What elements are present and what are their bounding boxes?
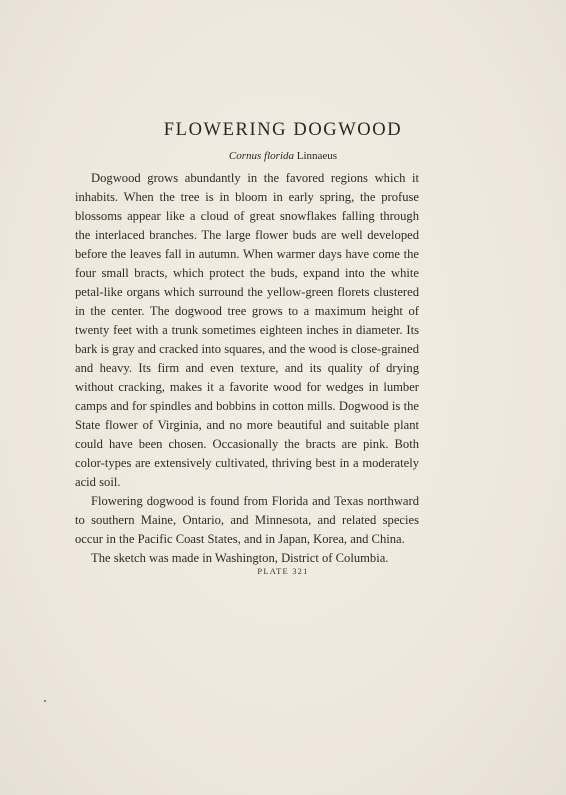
paper-speck xyxy=(44,700,46,702)
scientific-name: Cornus florida xyxy=(228,150,295,162)
plate-label: PLATE 321 xyxy=(257,566,309,576)
paragraph-description: Dogwood grows abundantly in the favored regions which it inhabits. When the tree is in bloom in early spring, the profuse blossoms appear like a cloud of great snowflakes falling through the interlaced branches. The large flower buds are well developed before the leaves fall in autumn. When warmer days have come the four small bracts, which protect the buds, expand into the white petal-like organs which surround the yellow-green florets clustered in the center. The dogwood tree grows to a maximum height of twenty feet with a trunk sometimes eighteen inches in diameter. Its bark is gray and cracked into squares, and the wood is close-grained and heavy. Its firm and even texture, and its quality of drying without cracking, makes it a favorite wood for wedges in lumber camps and for spindles and bobbins in cotton mills. Dogwood is the State flower of Virginia, and no more beautiful and suitable plant could have been chosen. Occasionally the bracts are pink. Both color-types are extensively cultivated, thriving best in a moderately acid soil. xyxy=(75,171,419,489)
page-title: FLOWERING DOGWOOD xyxy=(163,120,403,140)
subtitle xyxy=(0,150,566,162)
authority: Linnaeus xyxy=(296,150,338,162)
body-text xyxy=(75,169,419,568)
paragraph-range: Flowering dogwood is found from Florida and Texas northward to southern Maine, Ontario, and Minnesota, and related species occur in the Pacific Coast States, and in Japan, Korea, and China. xyxy=(75,494,419,546)
paragraph-sketch-note: The sketch was made in Washington, District of Columbia. xyxy=(91,551,389,565)
